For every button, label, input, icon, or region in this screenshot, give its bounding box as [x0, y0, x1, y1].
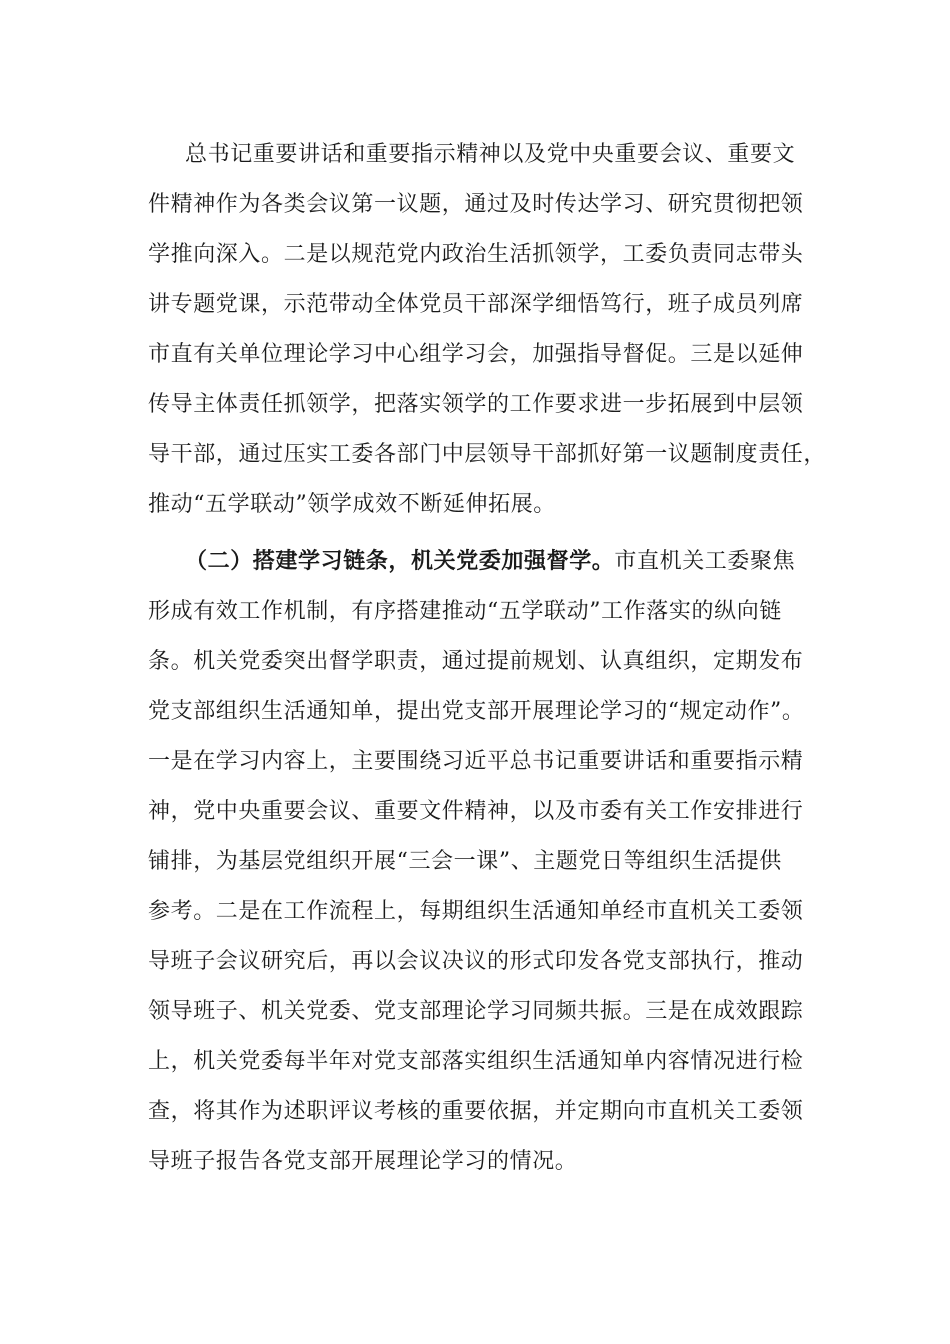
text-line: 形成有效工作机制，有序搭建推动“五学联动”工作落实的纵向链 — [148, 599, 782, 624]
text-line — [148, 537, 818, 587]
text-line: 学推向深入。二是以规范党内政治生活抓领学，工委负责同志带头 — [148, 242, 804, 267]
text-line: 党支部组织生活通知单，提出党支部开展理论学习的“规定动作”。 — [148, 699, 805, 724]
text-line: 铺排，为基层党组织开展“三会一课”、主题党日等组织生活提供 — [148, 849, 782, 874]
text-line: 件精神作为各类会议第一议题，通过及时传达学习、研究贯彻把领 — [148, 192, 804, 217]
paragraph-supervise-study — [148, 537, 818, 1187]
text-line: 导班子报告各党支部开展理论学习的情况。 — [148, 1149, 578, 1174]
text-line: 导干部，通过压实工委各部门中层领导干部抓好第一议题制度责任， — [148, 442, 827, 467]
text-line: 推动“五学联动”领学成效不断延伸拓展。 — [148, 492, 556, 517]
text-line: 上，机关党委每半年对党支部落实组织生活通知单内容情况进行检 — [148, 1049, 804, 1074]
text-line: 导班子会议研究后，再以会议决议的形式印发各党支部执行，推动 — [148, 949, 804, 974]
text-line: 领导班子、机关党委、党支部理论学习同频共振。三是在成效跟踪 — [148, 999, 804, 1024]
text-line: 神，党中央重要会议、重要文件精神，以及市委有关工作安排进行 — [148, 799, 804, 824]
text-line: 总书记重要讲话和重要指示精神以及党中央重要会议、重要文 — [185, 142, 796, 167]
heading-line-rest: 市直机关工委聚焦 — [614, 549, 796, 574]
text-line: 市直有关单位理论学习中心组学习会，加强指导督促。三是以延伸 — [148, 342, 804, 367]
text-line: 讲专题党课，示范带动全体党员干部深学细悟笃行，班子成员列席 — [148, 292, 804, 317]
text-line: 查，将其作为述职评议考核的重要依据，并定期向市直机关工委领 — [148, 1099, 804, 1124]
paragraph-leading-study — [148, 130, 827, 530]
text-line: 传导主体责任抓领学，把落实领学的工作要求进一步拓展到中层领 — [148, 392, 804, 417]
text-line: 条。机关党委突出督学职责，通过提前规划、认真组织，定期发布 — [148, 649, 804, 674]
text-line: 一是在学习内容上，主要围绕习近平总书记重要讲话和重要指示精 — [148, 749, 804, 774]
section-heading: （二）搭建学习链条，机关党委加强督学。 — [185, 549, 615, 574]
text-line: 参考。二是在工作流程上，每期组织生活通知单经市直机关工委领 — [148, 899, 804, 924]
